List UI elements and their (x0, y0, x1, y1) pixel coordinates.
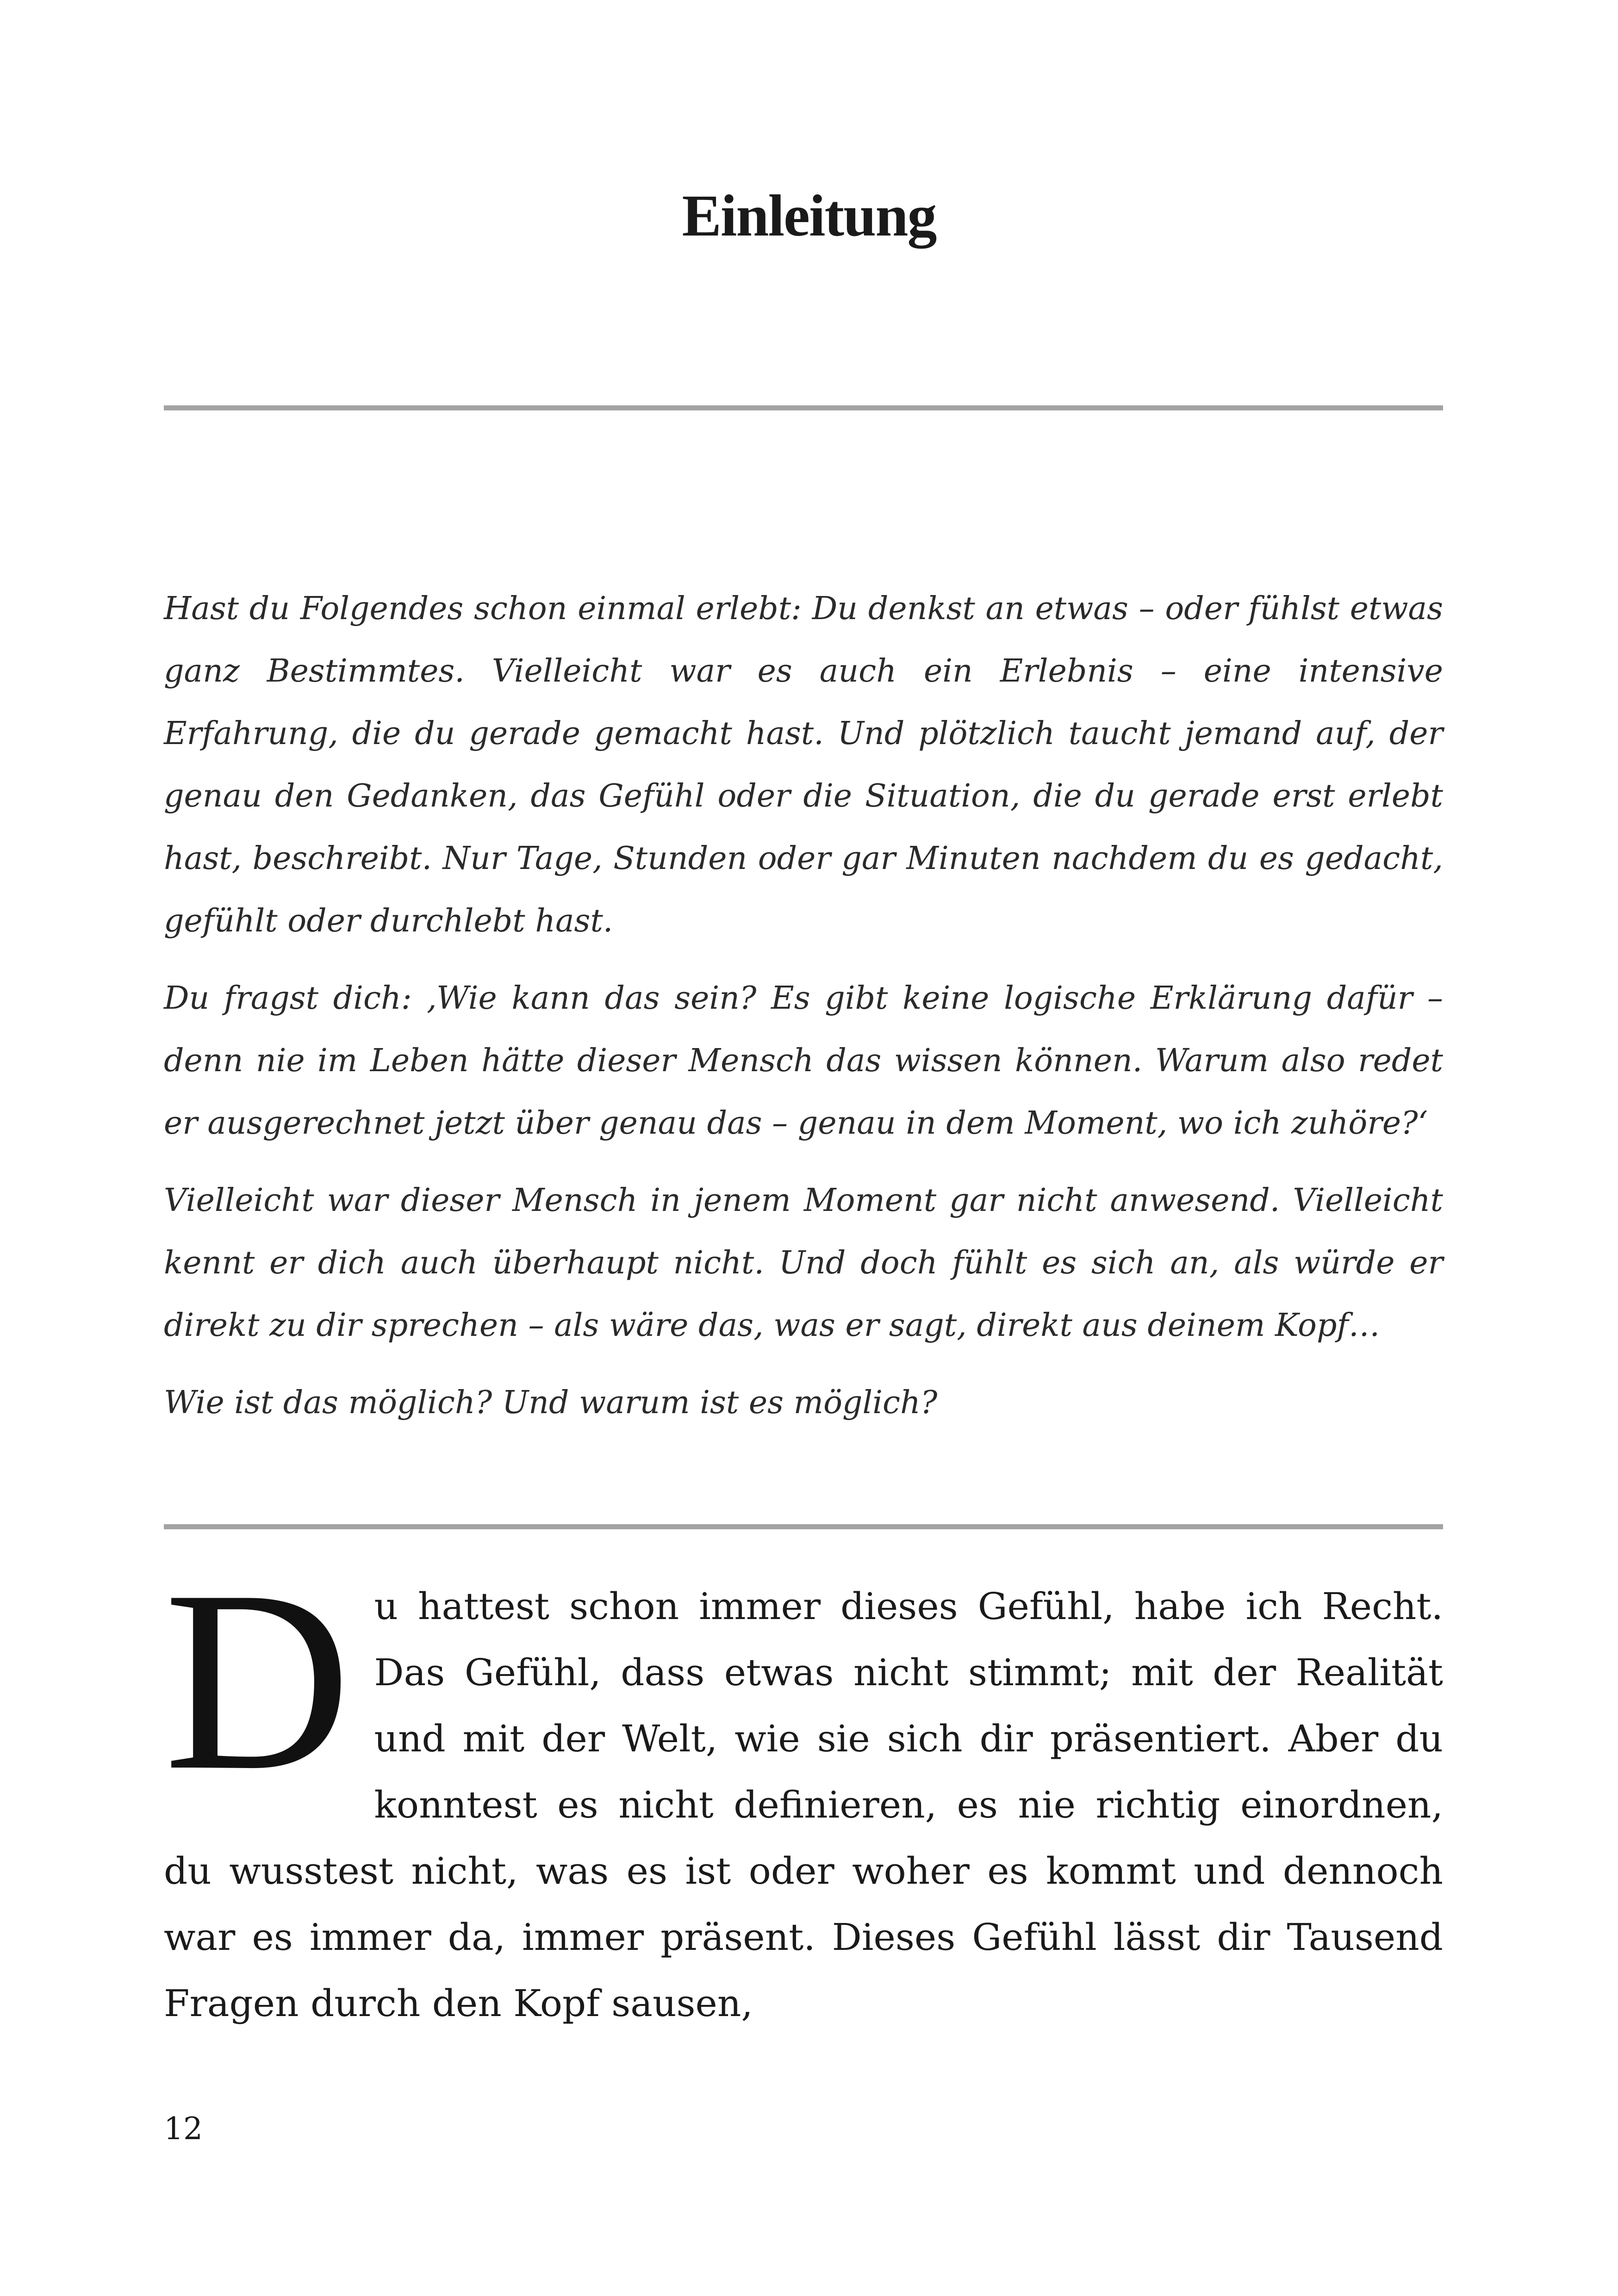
chapter-title: Einleitung (682, 183, 936, 248)
drop-cap: D (164, 1537, 351, 1824)
page-number: 12 (164, 2111, 203, 2147)
bottom-divider (164, 1524, 1443, 1529)
intro-paragraph: Wie ist das möglich? Und warum ist es möglich? (164, 1384, 938, 1421)
intro-paragraph: Hast du Folgendes schon einmal erlebt: Du denkst an etwas – oder fühlst etwas ganz Bestimmtes. Vielleicht war es auch ein Erlebnis – eine intensive Erfahrung, die du gerade gemacht hast. Und plötzlich taucht jemand auf, der genau den Gedanken, das Gefühl oder die Situation, die du gerade erst erlebt hast, beschreibt. Nur Tage, Stunden oder gar Minuten nachdem du es gedacht, gefühlt oder durchlebt hast. (164, 590, 1443, 939)
body-paragraph (164, 1537, 1443, 2036)
body-text: u hattest schon immer dieses Gefühl, habe ich Recht. Das Gefühl, dass etwas nicht stimmt; mit der Realität und mit der Welt, wie sie sich dir präsentiert. Aber du konntest es nicht definieren, es nie richtig einordnen, du wusstest nicht, was es ist oder woher es kommt und dennoch war es immer da, immer präsent. Dieses Gefühl lässt dir Tausend Fragen durch den Kopf sausen, (164, 1585, 1443, 2025)
top-divider (164, 405, 1443, 410)
intro-paragraph: Vielleicht war dieser Mensch in jenem Moment gar nicht anwesend. Vielleicht kennt er dich auch überhaupt nicht. Und doch fühlt es sich an, als würde er direkt zu dir sprechen – als wäre das, was er sagt, direkt aus deinem Kopf… (164, 1182, 1443, 1344)
intro-paragraph: Du fragst dich: ‚Wie kann das sein? Es gibt keine logische Erklärung dafür – denn nie im Leben hätte dieser Mensch das wissen können. Warum also redet er ausgerechnet jetzt über genau das – genau in dem Moment, wo ich zuhöre?‘ (164, 980, 1443, 1142)
intro-section (164, 577, 1443, 1434)
